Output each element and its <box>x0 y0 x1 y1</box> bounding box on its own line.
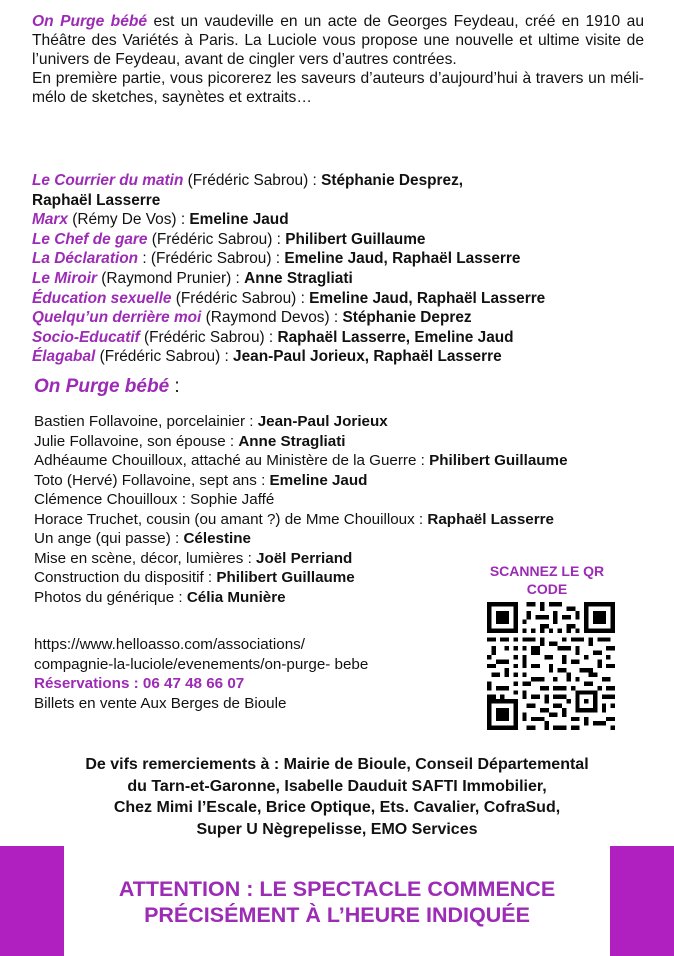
sketch-cast: Emeline Jaud <box>189 211 289 229</box>
play-title: On Purge bébé <box>32 13 148 30</box>
sketch-title: Élagabal <box>32 348 96 366</box>
sketch-author: (Frédéric Sabrou) : <box>95 348 234 366</box>
sketch-cast: Emeline Jaud, Raphaël Lasserre <box>284 250 521 268</box>
sketch-cast: Anne Stragliati <box>244 269 353 287</box>
sketch-author: (Frédéric Sabrou) : <box>171 289 310 307</box>
cast-actor: Jean-Paul Jorieux <box>257 413 388 430</box>
cast-row <box>34 412 654 432</box>
sketch-row <box>32 347 652 367</box>
sketch-author: (Frédéric Sabrou) : <box>183 172 322 189</box>
sketch-row <box>32 308 652 328</box>
sketch-cast: Emeline Jaud, Raphaël Lasserre <box>309 289 546 307</box>
acknowledgements-line: Chez Mimi l’Escale, Brice Optique, Ets. Cavalier, CofraSud, <box>113 799 561 816</box>
intro-text <box>32 12 644 107</box>
intro-paragraph-2: En première partie, vous picorerez les saveurs d’auteurs d’aujourd’hui à travers un méli-mélo de sketches, saynètes et extraits… <box>32 70 644 106</box>
cast-actor: Emeline Jaud <box>269 471 368 489</box>
booking-info <box>34 635 454 713</box>
sketch-cast: Stéphanie Deprez <box>342 309 472 327</box>
intro-text-rest: est un vaudeville en un acte de Georges Feydeau, créé en 1910 au Théâtre des Variétés à Paris. La Luciole vous propose une nouvelle et ultime visite de l’univers de Feydeau, avant de cingler vers d’autres contrées. <box>32 13 644 68</box>
booking-url-line-2[interactable]: compagnie-la-luciole/evenements/on-purge- bebe <box>34 655 369 673</box>
cast-row <box>34 451 654 471</box>
sketch-row <box>32 328 652 348</box>
qr-caption-line-2: CODE <box>526 581 568 597</box>
cast-row <box>34 490 654 510</box>
sketch-row <box>32 191 652 211</box>
sketch-row <box>32 171 652 191</box>
attention-line-2: PRÉCISÉMENT À L’HEURE INDIQUÉE <box>144 903 530 927</box>
sketch-title: Quelqu’un derrière moi <box>32 309 202 327</box>
sketch-author: (Frédéric Sabrou) : <box>139 328 278 346</box>
cast-role: Toto (Hervé) Follavoine, sept ans : <box>34 471 270 489</box>
cast-actor: Anne Stragliati <box>238 432 346 450</box>
cast-actor: Célia Munière <box>186 588 286 606</box>
cast-role: Julie Follavoine, son épouse : <box>34 432 239 450</box>
sketch-title: La Déclaration <box>32 250 139 268</box>
sketch-row <box>32 230 652 250</box>
acknowledgements-line: Super U Nègrepelisse, EMO Services <box>196 820 478 838</box>
qr-caption <box>470 562 624 598</box>
sketch-list <box>32 171 652 367</box>
sketch-author: : (Frédéric Sabrou) : <box>138 250 285 268</box>
cast-row <box>34 432 654 452</box>
sketch-cast: Philibert Guillaume <box>285 230 426 248</box>
qr-caption-line-1: SCANNEZ LE QR <box>489 563 605 579</box>
cast-role: Un ange (qui passe) : <box>34 530 184 547</box>
cast-row <box>34 471 654 491</box>
section-title-colon: : <box>169 376 180 397</box>
sketch-row <box>32 269 652 289</box>
cast-role: Clémence Chouilloux : Sophie Jaffé <box>34 491 275 508</box>
reservations-phone: Réservations : 06 47 48 66 07 <box>34 675 245 692</box>
intro-paragraph-1 <box>32 12 644 69</box>
cast-role: Bastien Follavoine, porcelainier : <box>34 413 258 430</box>
decorative-bar-left <box>0 846 64 956</box>
cast-role: Construction du dispositif : <box>34 569 217 586</box>
cast-role: Photos du générique : <box>34 588 187 606</box>
acknowledgements-line: du Tarn-et-Garonne, Isabelle Dauduit SAFTI Immobilier, <box>127 777 547 795</box>
sketch-title: Le Chef de gare <box>32 230 148 248</box>
cast-row <box>34 510 654 530</box>
attention-line-1: ATTENTION : LE SPECTACLE COMMENCE <box>118 877 556 901</box>
booking-url-line-1[interactable]: https://www.helloasso.com/associations/ <box>34 636 305 653</box>
qr-code-icon <box>487 602 615 730</box>
sketch-cast: Raphaël Lasserre, Emeline Jaud <box>277 328 514 346</box>
sketch-row <box>32 289 652 309</box>
tickets-info: Billets en vente Aux Berges de Bioule <box>34 694 287 712</box>
sketch-cast: Stéphanie Desprez, <box>321 172 464 189</box>
sketch-title: Marx <box>32 211 68 229</box>
decorative-bar-right <box>610 846 674 956</box>
sketch-author: (Raymond Prunier) : <box>97 269 245 287</box>
cast-actor: Philibert Guillaume <box>216 569 355 586</box>
cast-actor: Joël Perriand <box>256 549 353 567</box>
section-title-text: On Purge bébé <box>34 376 170 397</box>
sketch-title: Éducation sexuelle <box>32 289 172 307</box>
sketch-title: Le Miroir <box>32 269 97 287</box>
cast-role: Adhéaume Chouilloux, attaché au Ministère de la Guerre : <box>34 452 430 469</box>
acknowledgements-line: De vifs remerciements à : Mairie de Bioule, Conseil Départemental <box>85 756 589 773</box>
cast-actor: Raphaël Lasserre <box>427 510 555 528</box>
sketch-title: Socio-Educatif <box>32 328 140 346</box>
acknowledgements <box>0 754 674 840</box>
cast-role: Mise en scène, décor, lumières : <box>34 549 257 567</box>
cast-actor: Célestine <box>183 530 251 547</box>
attention-notice <box>64 876 610 928</box>
sketch-cast: Jean-Paul Jorieux, Raphaël Lasserre <box>233 348 502 366</box>
sketch-author: (Rémy De Vos) : <box>67 211 190 229</box>
section-title <box>34 376 180 398</box>
sketch-row <box>32 249 652 269</box>
cast-role: Horace Truchet, cousin (ou amant ?) de Mme Chouilloux : <box>34 510 428 528</box>
cast-row <box>34 529 654 549</box>
sketch-row <box>32 210 652 230</box>
sketch-author: (Raymond Devos) : <box>201 309 343 327</box>
sketch-author: (Frédéric Sabrou) : <box>147 230 286 248</box>
cast-actor: Philibert Guillaume <box>429 452 568 469</box>
sketch-cast: Raphaël Lasserre <box>32 191 161 209</box>
sketch-title: Le Courrier du matin <box>32 172 184 189</box>
